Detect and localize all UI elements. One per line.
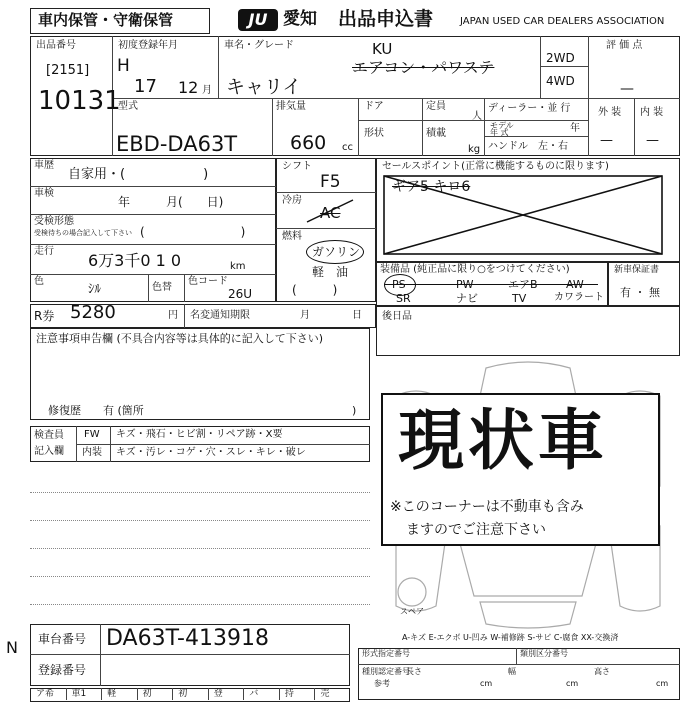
fuel-label: 燃料 (282, 231, 302, 242)
storage-label: 車内保管・守衛保管 (38, 11, 174, 29)
bottom-row-cell: バ (249, 689, 259, 699)
interior-items: キズ・汚レ・コゲ・穴・スレ・キレ・破レ (116, 447, 306, 458)
bottom-row-cell: 軽 (107, 689, 117, 699)
name-change-day: 日 (352, 310, 362, 321)
form-title: 出品申込書 (338, 8, 434, 30)
dealer-label: ディーラー・並 行 (488, 103, 571, 114)
bottom-row-cell: 売 (320, 689, 330, 699)
english-title: JAPAN USED CAR DEALERS ASSOCIATION (460, 16, 665, 27)
condition-stamp-title: 現状車 (398, 402, 608, 479)
color-value: ｼﾙ (88, 282, 101, 297)
length-cm: cm (480, 679, 493, 688)
notes-label: 注意事項申告欄 (不具合内容等は具体的に記入して下さい) (36, 332, 324, 345)
ac-label: 冷房 (282, 195, 302, 206)
eq-strike-line (384, 284, 598, 285)
eq-navi: ナビ (456, 292, 478, 305)
kg-unit: kg (468, 144, 481, 155)
eq-cargo: カワラート (554, 292, 604, 303)
handle-label: ハンドル 左・右 (488, 141, 568, 152)
reg-month-unit: 月 (202, 85, 212, 96)
lot-no-label: 出品番号 (36, 40, 76, 51)
car-name: キャリイ (226, 76, 302, 98)
bottom-row-cell: 車1 (71, 689, 87, 699)
selling-point-cross-icon (382, 174, 664, 256)
width-label: 幅 (508, 667, 516, 676)
acceptance-value: ( ) (140, 225, 246, 239)
fw-items: キズ・飛石・ヒビ割・リペア跡・X要 (116, 429, 283, 440)
shape-label: 形状 (364, 128, 384, 139)
eq-pw: PW (456, 278, 474, 291)
warranty-options: 有 ・ 無 (620, 286, 660, 299)
rear-seat-label: 後日品 (382, 311, 412, 322)
eq-ab: エアB (508, 278, 538, 291)
name-grade-label: 車名・グレード (224, 40, 294, 51)
lot-prefix: [2151] (46, 63, 90, 78)
form-designation-label: 形式指定番号 (362, 649, 410, 658)
color-change-label: 色替 (152, 282, 172, 293)
fuel-paren: ( ) (292, 283, 338, 297)
color-code-value: 26U (228, 287, 253, 301)
mileage-value: 6万3千0 1 0 (88, 251, 182, 270)
warranty-label: 新車保証書 (614, 265, 660, 275)
fuel-oil: 軽 油 (312, 265, 349, 279)
inspector-label: 検査員 (34, 430, 64, 441)
condition-stamp-note-2: ますのでご注意下さい (406, 522, 546, 538)
drive-4wd: 4WD (546, 74, 575, 88)
fuel-gas-circle (306, 240, 364, 264)
condition-stamp-note-1: ※このコーナーは不動車も含み (390, 499, 584, 515)
acceptance-label: 受検形態 (34, 216, 74, 227)
displacement-value: 660 (290, 132, 327, 154)
length-label: 長さ (406, 667, 422, 676)
rear-seat-box (376, 306, 680, 356)
name-change-label: 名変通知期限 (190, 310, 250, 321)
chassis-value: DA63T-413918 (106, 626, 269, 651)
selling-point-label: セールスポイント(正常に機能するものに限ります) (382, 161, 609, 172)
height-label: 高さ (594, 667, 610, 676)
capacity-label: 定員 (426, 101, 446, 112)
repair-label: 修復歴 有 (箇所 (48, 404, 144, 417)
displacement-label: 排気量 (276, 101, 306, 112)
name-change-month: 月 (300, 310, 310, 321)
eq-sr: SR (396, 292, 411, 305)
km-unit: km (230, 261, 246, 272)
bottom-row-cell: 初 (178, 689, 188, 699)
type-auth-label: 種別認定番号 (362, 667, 410, 676)
inspection-label: 車検 (34, 188, 54, 199)
lot-number: 10131 (38, 86, 121, 116)
equipment-label: 装備品 (純正品に限り○をつけてください) (380, 264, 570, 275)
inspection-value: 年 月( 日) (118, 195, 224, 209)
first-reg-label: 初度登録年月 (118, 40, 178, 51)
eq-ps-circle (384, 274, 416, 296)
era: H (117, 56, 130, 76)
damage-legend: A-キズ E-エクボ U-凹み W-補修跡 S-サビ C-腐食 XX-交換済 (402, 633, 619, 642)
bottom-row-cell: 持 (284, 689, 294, 699)
door-label: ドア (364, 101, 384, 112)
ju-logo (238, 9, 278, 31)
fw-label: FW (84, 429, 100, 440)
person-unit: 人 (472, 111, 482, 122)
reg-year: 17 (134, 76, 157, 97)
shift-value: F5 (320, 172, 341, 192)
shift-label: シフト (282, 161, 312, 172)
bottom-row-cell: 初 (142, 689, 152, 699)
repair-close: ) (352, 404, 357, 417)
reference-label: 参考 (374, 679, 390, 688)
interior-value: — (646, 133, 659, 148)
acceptance-note: 受検待ちの場合記入して下さい (34, 229, 132, 237)
model-year-label-2: 年 式 (490, 128, 509, 137)
model-label: 型式 (118, 101, 138, 112)
load-label: 積載 (426, 128, 446, 139)
ac-value: AC (320, 204, 341, 222)
interior-label: 内 装 (640, 107, 664, 118)
color-code-label: 色コード (188, 276, 228, 287)
ac-strike-icon (305, 198, 355, 224)
spare-label: スペア (400, 607, 424, 616)
bottom-row-cell: ア希 (36, 689, 55, 699)
history-value: 自家用・( ) (68, 167, 209, 182)
r-ticket-value: 5280 (70, 302, 116, 323)
yen-unit: 円 (168, 310, 178, 321)
bottom-row-cell: 登 (213, 689, 223, 699)
width-cm: cm (566, 679, 579, 688)
reg-no-label: 登録番号 (38, 663, 87, 677)
model-year-label-1: モデル (490, 121, 514, 130)
drive-2wd: 2WD (546, 51, 575, 65)
reg-month: 12 (178, 78, 199, 97)
fuel-gas: ガソリン (312, 245, 361, 259)
entry-label: 記入欄 (34, 446, 64, 457)
year-unit: 年 (570, 123, 580, 134)
eq-tv: TV (512, 292, 527, 305)
org-name: 愛知 (283, 9, 317, 29)
exterior-label: 外 装 (598, 107, 622, 118)
grade-top: KU (372, 40, 393, 58)
history-label: 車歴 (34, 160, 54, 171)
color-label: 色 (34, 276, 44, 287)
chassis-label: 車台番号 (38, 632, 87, 646)
height-cm: cm (656, 679, 669, 688)
mileage-label: 走行 (34, 246, 54, 257)
rating-value: — (620, 81, 634, 97)
rating-label: 評 価 点 (606, 40, 643, 51)
exterior-value: — (600, 133, 613, 148)
ju-logo-text: JU (248, 10, 268, 29)
category-label: 類別区分番号 (520, 649, 568, 658)
cc-unit: cc (342, 142, 353, 153)
eq-ps: PS (392, 278, 406, 291)
grade-struck: エアコン・パワステ (352, 58, 495, 77)
eq-aw: AW (566, 278, 584, 291)
side-note: N (6, 638, 18, 657)
model-code: EBD-DA63T (116, 132, 238, 156)
selling-point-struck: ギア5 キロ6 (392, 179, 471, 195)
interior-short-label: 内装 (82, 447, 102, 458)
r-ticket-label: R券 (34, 309, 55, 323)
